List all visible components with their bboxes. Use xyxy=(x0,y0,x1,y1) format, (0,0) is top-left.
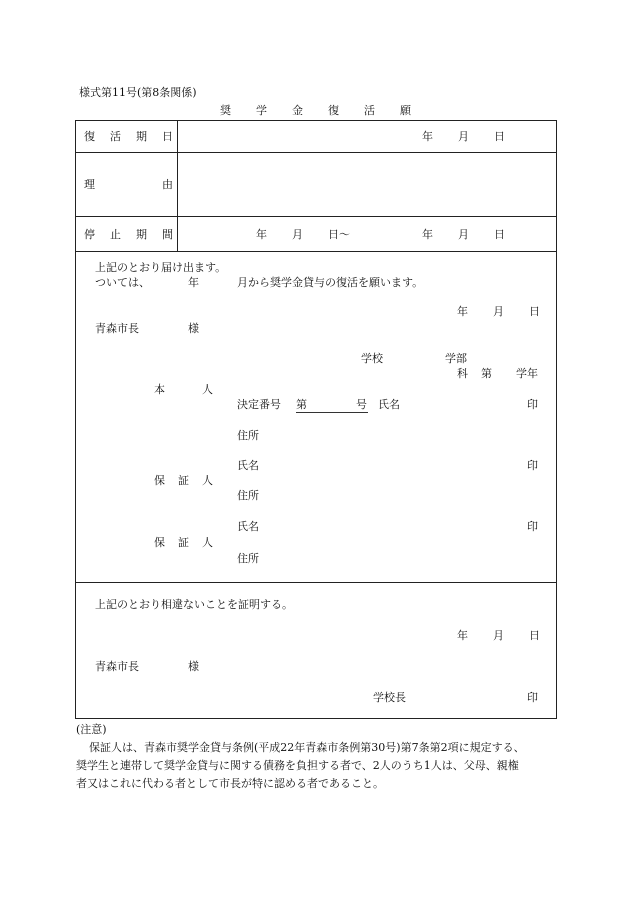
certification-text: 上記のとおり相違ないことを証明する。 xyxy=(95,598,293,611)
certification-date-month: 月 xyxy=(493,629,504,642)
frame-top-border xyxy=(75,120,557,121)
frame-bottom-border xyxy=(75,718,557,719)
from-year-label: 年 xyxy=(256,228,267,241)
guarantor-2-label-char: 保 xyxy=(154,536,165,549)
request-line-2b: 月から奨学金貸与の復活を願います。 xyxy=(237,276,424,289)
notes-line-3: 者又はこれに代わる者として市長が特に認める者であること。 xyxy=(76,777,384,790)
decision-number-suffix: 号 xyxy=(356,398,367,411)
request-date-day: 日 xyxy=(529,305,540,318)
guarantor-1-seal: 印 xyxy=(527,459,538,472)
request-date-month: 月 xyxy=(493,305,504,318)
school-label: 学校 xyxy=(361,352,383,365)
certification-date-year: 年 xyxy=(457,629,468,642)
certification-date-day: 日 xyxy=(529,629,540,642)
form-number-label: 様式第11号(第8条関係) xyxy=(79,86,197,99)
guarantor-1-label-char: 人 xyxy=(202,474,213,487)
applicant-seal: 印 xyxy=(527,398,538,411)
to-day-label: 日 xyxy=(494,228,505,241)
title-char: 奨 xyxy=(220,104,231,117)
guarantor-2-label-char: 人 xyxy=(202,536,213,549)
label-char: 日 xyxy=(162,130,173,143)
title-char: 復 xyxy=(328,104,339,117)
label-char: 活 xyxy=(110,130,121,143)
title-char: 金 xyxy=(292,104,303,117)
request-line-1: 上記のとおり届け出ます。 xyxy=(95,261,227,274)
grade-prefix: 第 xyxy=(481,367,492,380)
guarantor-1-name-label: 氏名 xyxy=(237,459,259,472)
label-char: 停 xyxy=(84,228,95,241)
title-char: 学 xyxy=(256,104,267,117)
guarantor-2-label-char: 証 xyxy=(178,536,189,549)
month-label: 月 xyxy=(458,130,469,143)
certification-addressee: 青森市長 xyxy=(95,660,139,673)
applicant-label-char: 本 xyxy=(154,383,165,396)
addressee: 青森市長 xyxy=(95,322,139,335)
to-month-label: 月 xyxy=(458,228,469,241)
certification-honorific: 様 xyxy=(188,660,199,673)
frame-right-border xyxy=(556,120,557,719)
guarantor-1-label-char: 保 xyxy=(154,474,165,487)
department-label: 科 xyxy=(457,367,468,380)
decision-number-label: 決定番号 xyxy=(237,398,281,411)
decision-number-underline xyxy=(296,412,368,413)
guarantor-2-address-label: 住所 xyxy=(237,552,259,565)
reason-label-char: 由 xyxy=(162,178,173,191)
applicant-name-label: 氏名 xyxy=(378,398,400,411)
section-divider xyxy=(75,582,557,583)
label-char: 復 xyxy=(84,130,95,143)
guarantor-2-name-label: 氏名 xyxy=(237,520,259,533)
applicant-label-char: 人 xyxy=(202,383,213,396)
from-month-label: 月 xyxy=(292,228,303,241)
applicant-address-label: 住所 xyxy=(237,429,259,442)
reason-label-char: 理 xyxy=(84,178,95,191)
year-label: 年 xyxy=(422,130,433,143)
label-char: 間 xyxy=(162,228,173,241)
row-divider xyxy=(75,152,557,153)
label-column-divider xyxy=(177,120,178,251)
row-divider xyxy=(75,216,557,217)
request-date-year: 年 xyxy=(457,305,468,318)
title-char: 活 xyxy=(364,104,375,117)
principal-label: 学校長 xyxy=(373,691,406,704)
guarantor-2-seal: 印 xyxy=(527,520,538,533)
request-line-2-year: 年 xyxy=(188,276,199,289)
day-label: 日 xyxy=(494,130,505,143)
faculty-label: 学部 xyxy=(445,352,467,365)
guarantor-1-address-label: 住所 xyxy=(237,489,259,502)
label-char: 期 xyxy=(136,228,147,241)
decision-number-prefix: 第 xyxy=(296,398,307,411)
frame-left-border xyxy=(75,120,76,719)
principal-seal: 印 xyxy=(527,691,538,704)
label-char: 期 xyxy=(136,130,147,143)
request-line-2a: ついては、 xyxy=(95,276,150,289)
label-char: 止 xyxy=(110,228,121,241)
row-divider xyxy=(75,251,557,252)
notes-line-1: 保証人は、青森市奨学金貸与条例(平成22年青森市条例第30号)第7条第2項に規定する、 xyxy=(89,741,525,754)
grade-label: 学年 xyxy=(516,367,538,380)
title-char: 願 xyxy=(400,104,411,117)
notes-heading: (注意) xyxy=(76,723,107,736)
to-year-label: 年 xyxy=(422,228,433,241)
from-day-label: 日〜 xyxy=(328,228,350,241)
honorific: 様 xyxy=(188,322,199,335)
notes-line-2: 奨学生と連帯して奨学金貸与に関する債務を負担する者で、2人のうち1人は、父母、親権 xyxy=(76,759,519,772)
guarantor-1-label-char: 証 xyxy=(178,474,189,487)
